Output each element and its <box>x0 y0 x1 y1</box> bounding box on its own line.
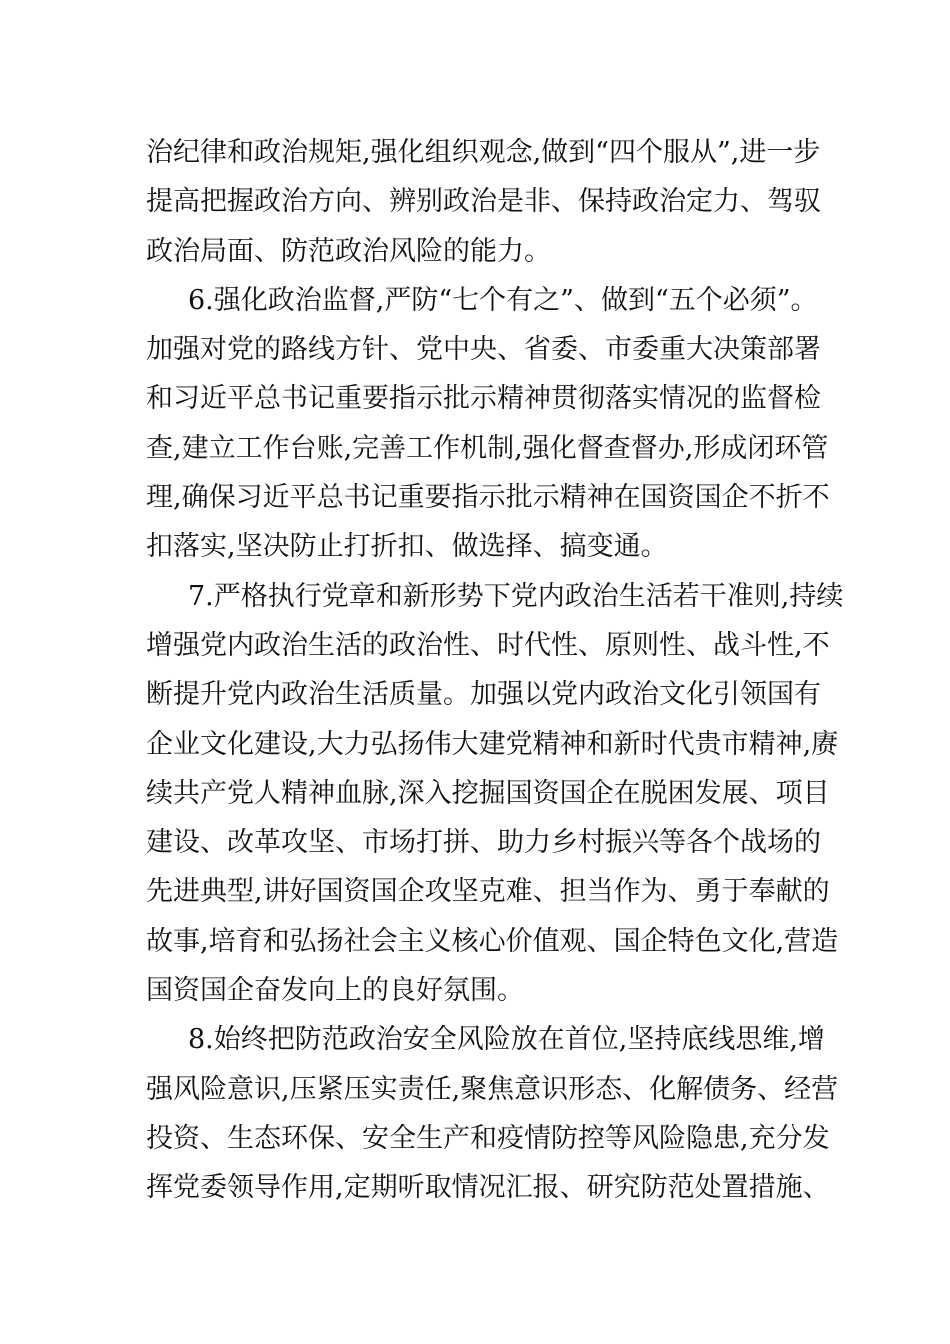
text-line: 先进典型,讲好国资国企攻坚克难、担当作为、勇于奉献的 <box>146 876 830 908</box>
text-line: 续共产党人精神血脉,深入挖掘国资国企在脱困发展、项目 <box>146 777 830 809</box>
paragraph <box>146 1015 839 1212</box>
text-line: 和习近平总书记重要指示批示精神贯彻落实情况的监督检 <box>146 383 821 415</box>
text-line: 投资、生态环保、安全生产和疫情防控等风险隐患,充分发 <box>146 1122 830 1154</box>
text-line: 8.始终把防范政治安全风险放在首位,坚持底线思维,增 <box>188 1024 825 1056</box>
text-line: 扣落实,坚决防止打折扣、做选择、搞变通。 <box>146 531 668 563</box>
text-line: 提高把握政治方向、辨别政治是非、保持政治定力、驾驭 <box>146 186 821 218</box>
text-line: 查,建立工作台账,完善工作机制,强化督查督办,形成闭环管 <box>146 432 829 464</box>
text-line: 挥党委领导作用,定期听取情况汇报、研究防范处置措施、 <box>146 1172 830 1204</box>
text-line: 7.严格执行党章和新形势下党内政治生活若干准则,持续 <box>188 580 844 612</box>
paragraph <box>146 276 830 572</box>
text-line: 企业文化建设,大力弘扬伟大建党精神和新时代贵市精神,赓 <box>146 728 839 760</box>
text-line: 故事,培育和弘扬社会主义核心价值观、国企特色文化,营造 <box>146 925 839 957</box>
text-line: 政治局面、防范政治风险的能力。 <box>146 235 551 267</box>
text-line: 加强对党的路线方针、党中央、省委、市委重大决策部署 <box>146 334 821 366</box>
text-line: 增强党内政治生活的政治性、时代性、原则性、战斗性,不 <box>146 629 830 661</box>
document-body <box>146 128 844 1213</box>
paragraph <box>146 128 821 276</box>
text-line: 6.强化政治监督,严防“七个有之”、做到“五个必须”。 <box>188 284 818 316</box>
text-line: 断提升党内政治生活质量。加强以党内政治文化引领国有 <box>146 679 821 711</box>
text-line: 治纪律和政治规矩,强化组织观念,做到“四个服从”,进一步 <box>146 137 821 168</box>
text-line: 国资国企奋发向上的良好氛围。 <box>146 975 524 1007</box>
paragraph <box>146 572 844 1016</box>
text-line: 理,确保习近平总书记重要指示批示精神在国资国企不折不 <box>146 482 830 514</box>
text-line: 建设、改革攻坚、市场打拼、助力乡村振兴等各个战场的 <box>146 827 821 859</box>
text-line: 强风险意识,压紧压实责任,聚焦意识形态、化解债务、经营 <box>146 1073 839 1105</box>
